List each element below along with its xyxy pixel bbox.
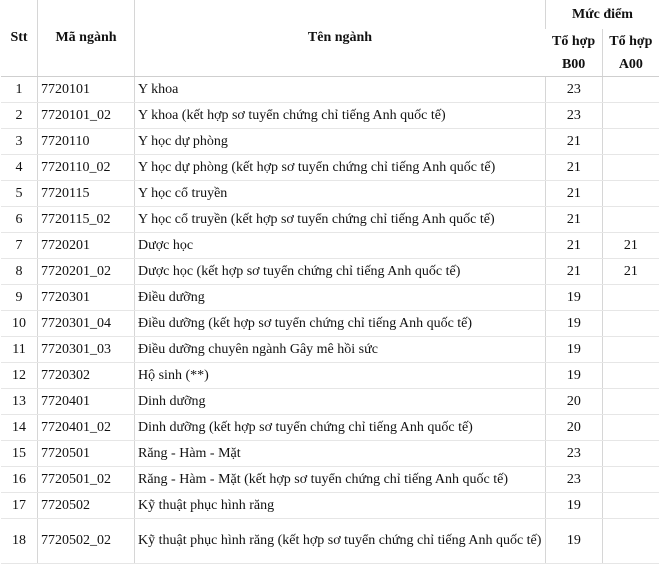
cell-a00: 21 — [602, 233, 659, 259]
cell-a00 — [602, 285, 659, 311]
cell-ten-nganh: Hộ sinh (**) — [135, 363, 546, 389]
cell-b00: 21 — [546, 207, 603, 233]
cell-ma-nganh: 7720401_02 — [38, 415, 135, 441]
table-row — [1, 519, 659, 564]
cell-stt: 1 — [1, 77, 38, 103]
cell-b00: 20 — [546, 389, 603, 415]
header-to-hop-b-top: Tổ hợp — [552, 33, 596, 49]
cell-stt: 12 — [1, 363, 38, 389]
cell-a00 — [602, 519, 659, 564]
table-row — [1, 285, 659, 311]
cell-stt: 9 — [1, 285, 38, 311]
cell-b00: 19 — [546, 285, 603, 311]
cell-stt: 3 — [1, 129, 38, 155]
cell-a00 — [602, 311, 659, 337]
cell-ten-nganh: Y khoa — [135, 77, 546, 103]
cell-stt: 6 — [1, 207, 38, 233]
table-row — [1, 415, 659, 441]
cell-ten-nganh: Dược học — [135, 233, 546, 259]
table-row — [1, 207, 659, 233]
table-row — [1, 493, 659, 519]
cell-ma-nganh: 7720201 — [38, 233, 135, 259]
cell-a00 — [602, 155, 659, 181]
cell-ten-nganh: Y học dự phòng (kết hợp sơ tuyển chứng chỉ tiếng Anh quốc tế) — [135, 155, 546, 181]
cell-a00 — [602, 103, 659, 129]
cell-b00: 19 — [546, 363, 603, 389]
cell-ma-nganh: 7720101_02 — [38, 103, 135, 129]
cell-a00 — [602, 389, 659, 415]
table-row — [1, 181, 659, 207]
cell-stt: 2 — [1, 103, 38, 129]
cell-ma-nganh: 7720101 — [38, 77, 135, 103]
table-row — [1, 441, 659, 467]
admission-score-table — [1, 0, 659, 564]
table-row — [1, 337, 659, 363]
cell-ten-nganh: Kỹ thuật phục hình răng (kết hợp sơ tuyển chứng chỉ tiếng Anh quốc tế) — [135, 519, 546, 564]
cell-ten-nganh: Răng - Hàm - Mặt (kết hợp sơ tuyển chứng chỉ tiếng Anh quốc tế) — [135, 467, 546, 493]
cell-ten-nganh: Y học dự phòng — [135, 129, 546, 155]
table-row — [1, 129, 659, 155]
table-row — [1, 389, 659, 415]
cell-ten-nganh: Điều dưỡng (kết hợp sơ tuyển chứng chỉ tiếng Anh quốc tế) — [135, 311, 546, 337]
cell-a00 — [602, 363, 659, 389]
cell-b00: 19 — [546, 311, 603, 337]
cell-a00 — [602, 337, 659, 363]
table-row — [1, 77, 659, 103]
cell-stt: 4 — [1, 155, 38, 181]
cell-a00 — [602, 129, 659, 155]
header-stt: Stt — [1, 0, 38, 77]
cell-stt: 16 — [1, 467, 38, 493]
header-to-hop-a-top: Tổ hợp — [602, 29, 659, 54]
cell-ten-nganh: Y học cổ truyền — [135, 181, 546, 207]
table-row — [1, 363, 659, 389]
cell-stt: 14 — [1, 415, 38, 441]
header-ma-nganh: Mã ngành — [38, 0, 135, 77]
cell-b00: 23 — [546, 77, 603, 103]
table-row — [1, 233, 659, 259]
cell-ma-nganh: 7720302 — [38, 363, 135, 389]
cell-b00: 21 — [546, 259, 603, 285]
cell-ten-nganh: Dinh dưỡng — [135, 389, 546, 415]
table-row — [1, 311, 659, 337]
cell-ma-nganh: 7720110_02 — [38, 155, 135, 181]
header-muc-diem: Mức điểm — [546, 0, 660, 29]
cell-ten-nganh: Dược học (kết hợp sơ tuyển chứng chỉ tiếng Anh quốc tế) — [135, 259, 546, 285]
cell-stt: 18 — [1, 519, 38, 564]
header-to-hop-b-code: B00 — [546, 54, 603, 77]
cell-b00: 21 — [546, 129, 603, 155]
cell-ma-nganh: 7720110 — [38, 129, 135, 155]
cell-a00 — [602, 77, 659, 103]
cell-b00: 23 — [546, 103, 603, 129]
cell-ma-nganh: 7720301_04 — [38, 311, 135, 337]
cell-ten-nganh: Răng - Hàm - Mặt — [135, 441, 546, 467]
cell-ten-nganh: Kỹ thuật phục hình răng — [135, 493, 546, 519]
cell-ma-nganh: 7720401 — [38, 389, 135, 415]
cell-b00: 21 — [546, 155, 603, 181]
cell-b00: 21 — [546, 181, 603, 207]
cell-stt: 10 — [1, 311, 38, 337]
cell-a00 — [602, 181, 659, 207]
cell-stt: 8 — [1, 259, 38, 285]
cell-ma-nganh: 7720115 — [38, 181, 135, 207]
cell-a00 — [602, 207, 659, 233]
cell-ma-nganh: 7720502 — [38, 493, 135, 519]
table-row — [1, 155, 659, 181]
cell-b00: 20 — [546, 415, 603, 441]
cell-ma-nganh: 7720501 — [38, 441, 135, 467]
cell-ten-nganh: Điều dưỡng — [135, 285, 546, 311]
header-to-hop-a-code: A00 — [602, 54, 659, 77]
cell-stt: 13 — [1, 389, 38, 415]
cell-a00: 21 — [602, 259, 659, 285]
cell-b00: 19 — [546, 519, 603, 564]
cell-b00: 19 — [546, 493, 603, 519]
cell-ma-nganh: 7720201_02 — [38, 259, 135, 285]
cell-ma-nganh: 7720501_02 — [38, 467, 135, 493]
cell-a00 — [602, 441, 659, 467]
cell-stt: 17 — [1, 493, 38, 519]
cell-ma-nganh: 7720301_03 — [38, 337, 135, 363]
cell-b00: 23 — [546, 441, 603, 467]
header-ten-nganh: Tên ngành — [135, 0, 546, 77]
table-row — [1, 259, 659, 285]
cell-stt: 11 — [1, 337, 38, 363]
cell-stt: 5 — [1, 181, 38, 207]
table-row — [1, 467, 659, 493]
cell-stt: 7 — [1, 233, 38, 259]
cell-a00 — [602, 493, 659, 519]
table-row — [1, 103, 659, 129]
cell-b00: 19 — [546, 337, 603, 363]
cell-stt: 15 — [1, 441, 38, 467]
cell-a00 — [602, 415, 659, 441]
cell-ten-nganh: Y khoa (kết hợp sơ tuyển chứng chỉ tiếng Anh quốc tế) — [135, 103, 546, 129]
cell-ten-nganh: Điều dưỡng chuyên ngành Gây mê hồi sức — [135, 337, 546, 363]
cell-ten-nganh: Dinh dưỡng (kết hợp sơ tuyển chứng chỉ tiếng Anh quốc tế) — [135, 415, 546, 441]
cell-ma-nganh: 7720301 — [38, 285, 135, 311]
cell-b00: 21 — [546, 233, 603, 259]
cell-a00 — [602, 467, 659, 493]
cell-ma-nganh: 7720502_02 — [38, 519, 135, 564]
cell-b00: 23 — [546, 467, 603, 493]
cell-ten-nganh: Y học cổ truyền (kết hợp sơ tuyển chứng chỉ tiếng Anh quốc tế) — [135, 207, 546, 233]
cell-ma-nganh: 7720115_02 — [38, 207, 135, 233]
